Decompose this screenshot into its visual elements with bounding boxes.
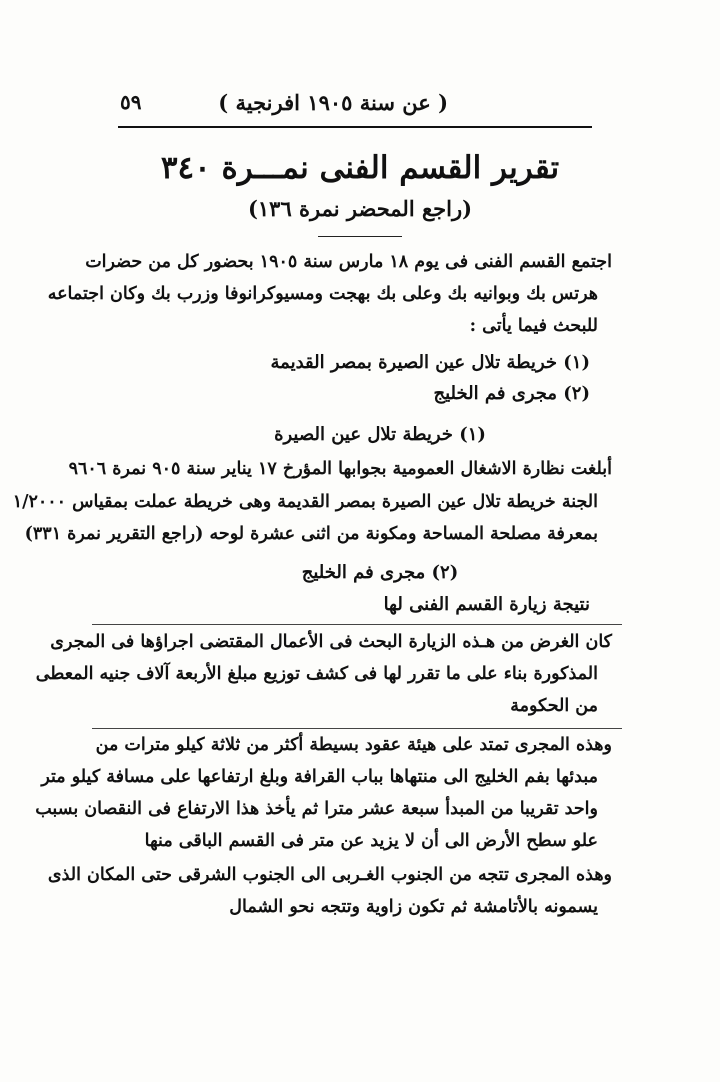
intro-line: اجتمع القسم الفنى فى يوم ١٨ مارس سنة ١٩٠٥ بحضور كل من حضرات <box>85 252 612 272</box>
title-divider <box>318 236 402 237</box>
paragraph2-line: مبدئها بفم الخليج الى منتهاها بباب القرافة وبلغ ارتفاعها على مسافة كيلو متر <box>41 767 598 787</box>
paragraph2-line: وهذه المجرى تمتد على هيئة عقود بسيطة أكثر من ثلاثة كيلو مترات من <box>95 735 612 755</box>
page-number: ٥٩ <box>120 90 142 114</box>
running-title: ( عن سنة ١٩٠٥ افرنجية ) <box>218 90 448 115</box>
section1-line: الجنة خريطة تلال عين الصيرة بمصر القديمة وهى خريطة عملت بمقياس ١/٢٠٠٠ <box>12 492 598 512</box>
running-header <box>118 88 598 124</box>
section2-heading: (٢) مجرى فم الخليج <box>301 562 459 583</box>
paragraph3-line: يسمونه بالأتامشة ثم تكون زاوية وتتجه نحو الشمال <box>229 897 598 917</box>
section-divider <box>92 728 622 729</box>
paragraph1-line: المذكورة بناء على ما تقرر لها فى كشف توزيع مبلغ الأربعة آلاف جنيه المعطى <box>35 664 598 684</box>
paragraph2-line: واحد تقريبا من المبدأ سبعة عشر مترا ثم يأخذ هذا الارتفاع فى النقصان بسبب <box>35 799 598 819</box>
report-reference: (راجع المحضر نمرة ١٣٦) <box>247 196 473 221</box>
section1-line: بمعرفة مصلحة المساحة ومكونة من اثنى عشرة لوحه (راجع التقرير نمرة ٣٣١) <box>24 524 598 544</box>
agenda-item: (٢) مجرى فم الخليج <box>433 383 590 404</box>
report-title: تقرير القسم الفنى نمـــرة ٣٤٠ <box>160 150 560 186</box>
intro-line: هرتس بك وبوانيه بك وعلى بك بهجت ومسيوكرانوفا وزرب بك وكان اجتماعه <box>47 284 598 304</box>
agenda-item: (١) خريطة تلال عين الصيرة بمصر القديمة <box>270 352 590 373</box>
section2-subheading: نتيجة زيارة القسم الفنى لها <box>383 594 590 615</box>
intro-line: للبحث فيما يأتى : <box>469 316 598 336</box>
paragraph1-line: من الحكومة <box>510 696 598 716</box>
paragraph2-line: علو سطح الأرض الى أن لا يزيد عن متر فى القسم الباقى منها <box>144 831 598 851</box>
header-rule <box>118 126 592 128</box>
paragraph3-line: وهذه المجرى تتجه من الجنوب الغـربى الى الجنوب الشرقى حتى المكان الذى <box>47 865 612 885</box>
paragraph1-line: كان الغرض من هـذه الزيارة البحث فى الأعمال المقتضى اجراؤها فى المجرى <box>50 632 612 652</box>
section1-heading: (١) خريطة تلال عين الصيرة <box>274 424 486 445</box>
section1-line: أبلغت نظارة الاشغال العمومية بجوابها المؤرخ ١٧ يناير سنة ٩٠٥ نمرة ٩٦٠٦ <box>68 459 612 479</box>
section-divider <box>92 624 622 625</box>
